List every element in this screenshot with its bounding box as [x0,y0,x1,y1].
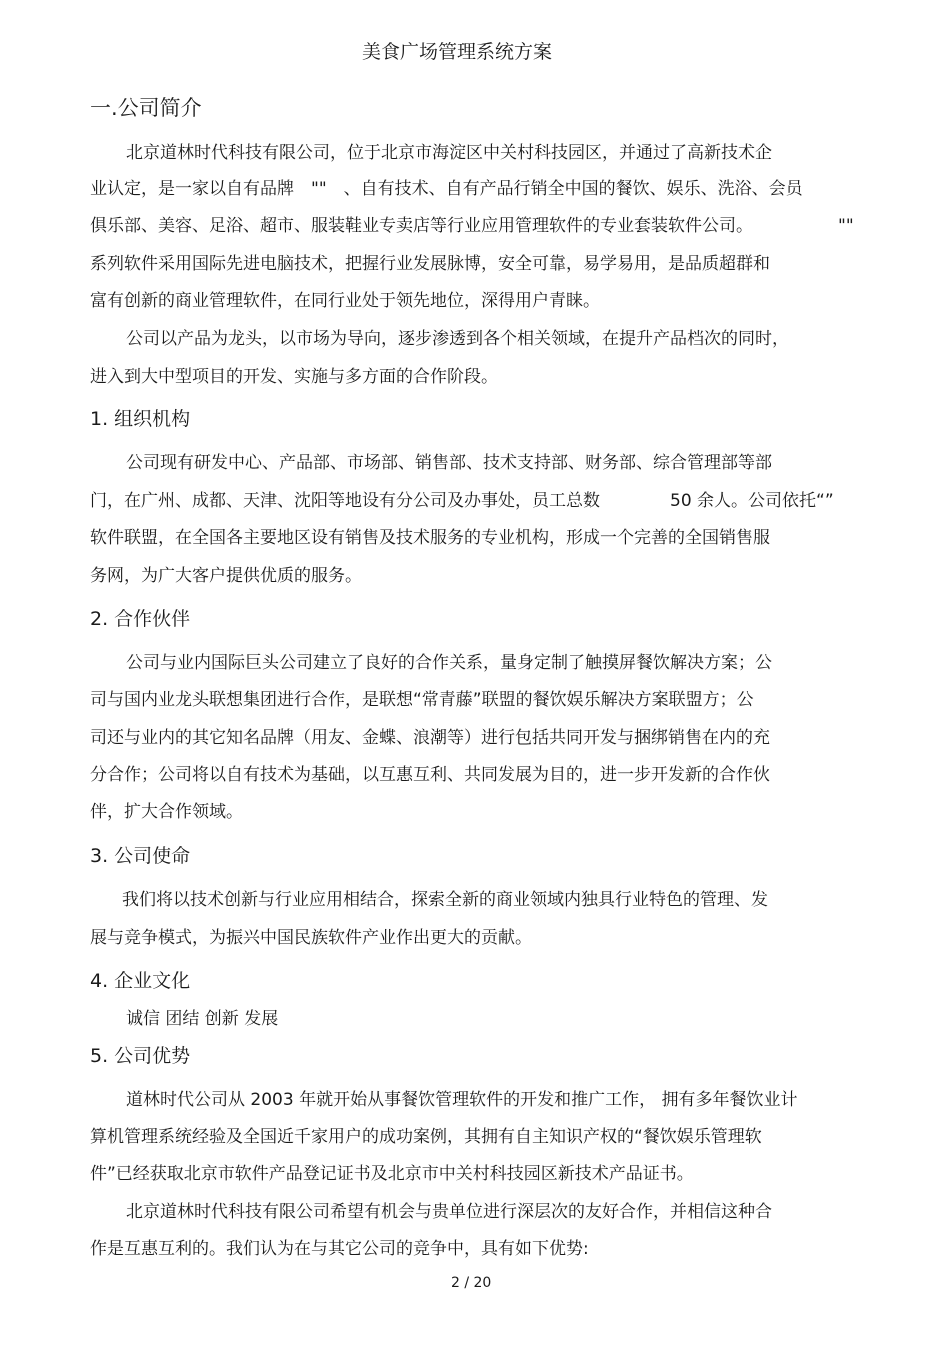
paragraph-line: 展与竞争模式，为振兴中国民族软件产业作出更大的贡献。 [90,928,532,948]
paragraph-line: 件”已经获取北京市软件产品登记证书及北京市中关村科技园区新技术产品证书。 [90,1164,694,1184]
paragraph-line: 司与国内业龙头联想集团进行合作，是联想“常青藤”联盟的餐饮娱乐解决方案联盟方；公 [90,690,754,710]
section-heading-intro: 一.公司简介 [90,96,202,120]
paragraph-line: "" [838,216,854,236]
paragraph-line: 业认定，是一家以自有品牌 "" 、自有技术、自有产品行销全中国的餐饮、娱乐、洗浴、会员 [90,179,803,199]
paragraph-line: 作是互惠互利的。我们认为在与其它公司的竞争中，具有如下优势: [90,1239,589,1259]
section-heading-mission: 3. 公司使命 [90,845,191,867]
paragraph-line: 富有创新的商业管理软件，在同行业处于领先地位，深得用户青睐。 [90,291,600,311]
page-number: 2 / 20 [451,1275,492,1291]
paragraph-line: 俱乐部、美容、足浴、超市、服装鞋业专卖店等行业应用管理软件的专业套装软件公司。 [90,216,753,236]
paragraph-line: 公司现有研发中心、产品部、市场部、销售部、技术支持部、财务部、综合管理部等部 [126,453,772,473]
paragraph-line: 进入到大中型项目的开发、实施与多方面的合作阶段。 [90,367,498,387]
page-title: 美食广场管理系统方案 [362,41,553,63]
paragraph-line: 公司以产品为龙头，以市场为导向，逐步渗透到各个相关领域，在提升产品档次的同时， [126,329,789,349]
paragraph-line: 道林时代公司从 2003 年就开始从事餐饮管理软件的开发和推广工作， 拥有多年餐饮业计 [126,1090,798,1110]
paragraph-line: 北京道林时代科技有限公司，位于北京市海淀区中关村科技园区，并通过了高新技术企 [126,143,772,163]
paragraph-line: 公司与业内国际巨头公司建立了良好的合作关系，量身定制了触摸屏餐饮解决方案；公 [126,653,772,673]
paragraph-line: 算机管理系统经验及全国近千家用户的成功案例，其拥有自主知识产权的“餐饮娱乐管理软 [90,1127,762,1147]
paragraph-line: 50 余人。公司依托“” [670,491,834,511]
paragraph-line: 软件联盟，在全国各主要地区设有销售及技术服务的专业机构，形成一个完善的全国销售服 [90,528,770,548]
paragraph-line: 系列软件采用国际先进电脑技术，把握行业发展脉博，安全可靠，易学易用，是品质超群和 [90,254,770,274]
paragraph-line: 北京道林时代科技有限公司希望有机会与贵单位进行深层次的友好合作，并相信这种合 [126,1202,772,1222]
section-heading-advantage: 5. 公司优势 [90,1045,191,1067]
section-heading-culture: 4. 企业文化 [90,970,191,992]
paragraph-line: 分合作；公司将以自有技术为基础，以互惠互利、共同发展为目的，进一步开发新的合作伙 [90,765,770,785]
paragraph-line: 诚信 团结 创新 发展 [126,1009,279,1029]
section-heading-partner: 2. 合作伙伴 [90,608,191,630]
paragraph-line: 门，在广州、成都、天津、沈阳等地设有分公司及办事处，员工总数 [90,491,600,511]
paragraph-line: 司还与业内的其它知名品牌（用友、金蝶、浪潮等）进行包括共同开发与捆绑销售在内的充 [90,728,770,748]
paragraph-line: 务网，为广大客户提供优质的服务。 [90,566,362,586]
paragraph-line: 伴，扩大合作领域。 [90,802,243,822]
section-heading-org: 1. 组织机构 [90,408,191,430]
paragraph-line: 我们将以技术创新与行业应用相结合，探索全新的商业领域内独具行业特色的管理、发 [122,890,768,910]
